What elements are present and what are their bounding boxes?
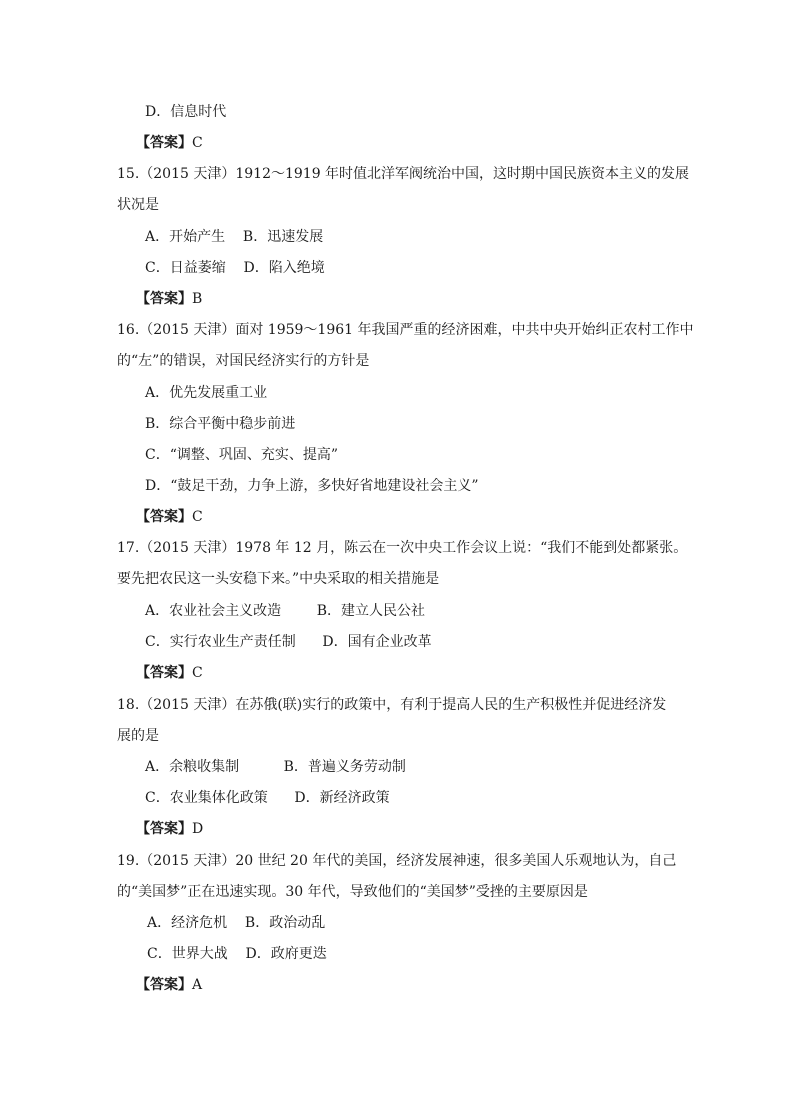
q18-options-cd: C．农业集体化政策 D．新经济政策 bbox=[145, 790, 390, 806]
q15-stem-line2: 状况是 bbox=[117, 197, 159, 213]
q18-options-ab: A．余粮收集制 B．普遍义务劳动制 bbox=[145, 759, 406, 775]
q18-stem-line1: 18.（2015 天津）在苏俄(联)实行的政策中，有利于提高人民的生产积极性并促进经济发 bbox=[117, 697, 667, 713]
q16-option-a: A．优先发展重工业 bbox=[145, 385, 268, 401]
q15-stem-line1: 15.（2015 天津）1912～1919 年时值北洋军阀统治中国，这时期中国民族资本主义的发展 bbox=[117, 166, 690, 182]
q16-answer bbox=[136, 507, 203, 527]
q19-options-ab: A．经济危机 B．政治动乱 bbox=[147, 915, 326, 931]
answer-label: 【答案】 bbox=[136, 291, 192, 307]
q19-options-cd: C．世界大战 D．政府更迭 bbox=[147, 946, 327, 962]
q18-answer bbox=[136, 819, 203, 839]
q17-stem-line2: 要先把农民这一头安稳下来。”中央采取的相关措施是 bbox=[117, 571, 440, 587]
q15-answer bbox=[136, 289, 202, 309]
answer-label: 【答案】 bbox=[136, 135, 192, 151]
q18-stem-line2: 展的是 bbox=[117, 728, 159, 744]
answer-label: 【答案】 bbox=[136, 977, 192, 993]
q16-option-d: D．“鼓足干劲，力争上游，多快好省地建设社会主义” bbox=[145, 478, 479, 494]
answer-label: 【答案】 bbox=[136, 821, 192, 837]
q15-options-ab: A．开始产生 B．迅速发展 bbox=[145, 229, 324, 245]
q16-stem-line1: 16.（2015 天津）面对 1959～1961 年我国严重的经济困难，中共中央开始纠正农村工作中 bbox=[117, 322, 694, 338]
q16-option-c: C．“调整、巩固、充实、提高” bbox=[145, 447, 339, 463]
answer-value: D bbox=[192, 821, 204, 837]
q19-stem-line2: 的“美国梦”正在迅速实现。30 年代，导致他们的“美国梦”受挫的主要原因是 bbox=[117, 884, 588, 900]
q17-options-ab: A．农业社会主义改造 B．建立人民公社 bbox=[145, 603, 425, 619]
answer-value: C bbox=[192, 665, 203, 681]
q15-options-cd: C．日益萎缩 D．陷入绝境 bbox=[145, 260, 325, 276]
q14-option-d: D．信息时代 bbox=[145, 104, 227, 120]
answer-value: A bbox=[192, 977, 203, 993]
q16-stem-line2: 的“左”的错误，对国民经济实行的方针是 bbox=[117, 353, 370, 369]
q17-answer bbox=[136, 663, 203, 683]
answer-value: C bbox=[192, 135, 203, 151]
q17-options-cd: C．实行农业生产责任制 D．国有企业改革 bbox=[145, 634, 432, 650]
answer-label: 【答案】 bbox=[136, 665, 192, 681]
q17-stem-line1: 17.（2015 天津）1978 年 12 月，陈云在一次中央工作会议上说：“我们不能到处都紧张。 bbox=[117, 540, 688, 556]
answer-value: B bbox=[192, 291, 203, 307]
answer-value: C bbox=[192, 509, 203, 525]
answer-label: 【答案】 bbox=[136, 509, 192, 525]
q19-answer bbox=[136, 975, 202, 995]
q16-option-b: B．综合平衡中稳步前进 bbox=[145, 416, 296, 432]
q14-answer bbox=[136, 133, 203, 153]
q19-stem-line1: 19.（2015 天津）20 世纪 20 年代的美国，经济发展神速，很多美国人乐观地认为，自己 bbox=[117, 853, 677, 869]
